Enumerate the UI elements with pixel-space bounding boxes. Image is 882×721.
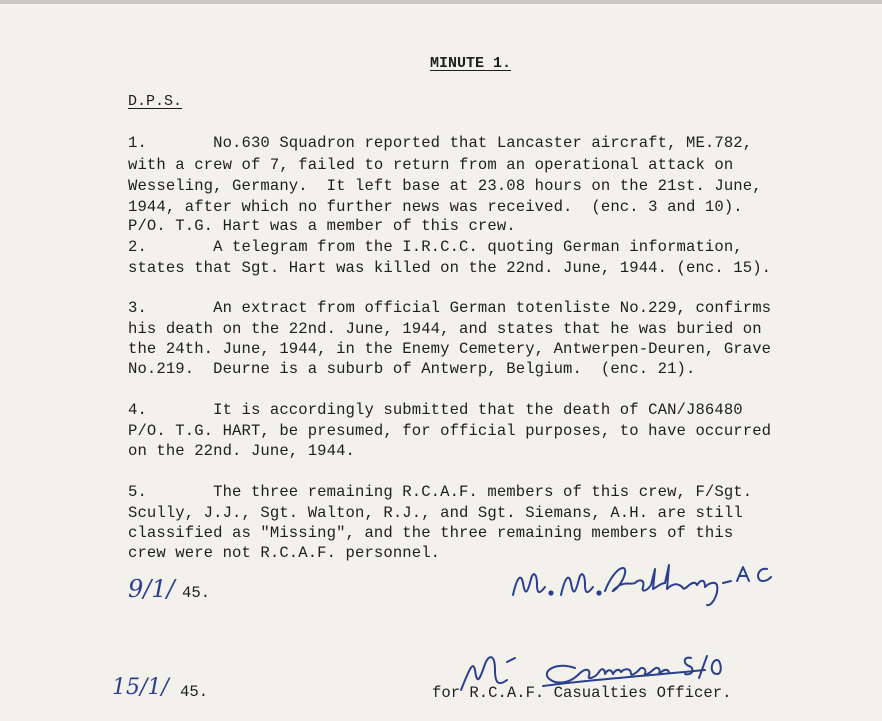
page-edge-shadow	[0, 0, 882, 4]
paragraph-1-line: P/O. T.G. Hart was a member of this crew.	[128, 217, 516, 235]
typed-year-2: 45.	[180, 683, 209, 701]
paragraph-2-line: 2. A telegram from the I.R.C.C. quoting German information,	[128, 238, 743, 256]
paragraph-3-line: 3. An extract from official German totenliste No.229, confirms	[128, 299, 772, 317]
paragraph-2-line: states that Sgt. Hart was killed on the 22nd. June, 1944. (enc. 15).	[128, 259, 772, 277]
paragraph-3-line: his death on the 22nd. June, 1944, and states that he was buried on	[128, 320, 762, 338]
addressee: D.P.S.	[128, 93, 183, 110]
paragraph-5-line: crew were not R.C.A.F. personnel.	[128, 544, 441, 562]
casualties-officer-line: for R.C.A.F. Casualties Officer.	[432, 684, 732, 702]
minute-heading: MINUTE 1.	[430, 55, 512, 72]
paragraph-5-line: classified as "Missing", and the three remaining members of this	[128, 524, 734, 542]
paragraph-3-line: No.219. Deurne is a suburb of Antwerp, Belgium. (enc. 21).	[128, 360, 696, 378]
paragraph-5-line: 5. The three remaining R.C.A.F. members of this crew, F/Sgt.	[128, 483, 753, 501]
paragraph-1-line: Wesseling, Germany. It left base at 23.08 hours on the 21st. June,	[128, 177, 762, 195]
paragraph-4-line: 4. It is accordingly submitted that the death of CAN/J86480	[128, 401, 743, 419]
typed-year-1: 45.	[182, 584, 211, 602]
paragraph-4-line: P/O. T.G. HART, be presumed, for official purposes, to have occurred	[128, 422, 772, 440]
paragraph-1-line: with a crew of 7, failed to return from an operational attack on	[128, 156, 734, 174]
paragraph-4-line: on the 22nd. June, 1944.	[128, 442, 355, 460]
paragraph-1-line: 1. No.630 Squadron reported that Lancaster aircraft, ME.782,	[128, 134, 753, 152]
handwritten-date-2: 15/1/	[112, 675, 169, 700]
handwritten-date-1: 9/1/	[128, 575, 175, 603]
paragraph-5-line: Scully, J.J., Sgt. Walton, R.J., and Sgt. Siemans, A.H. are still	[128, 504, 743, 522]
paragraph-1-line: 1944, after which no further news was received. (enc. 3 and 10).	[128, 198, 743, 216]
paragraph-3-line: the 24th. June, 1944, in the Enemy Cemetery, Antwerpen-Deuren, Grave	[128, 340, 772, 358]
